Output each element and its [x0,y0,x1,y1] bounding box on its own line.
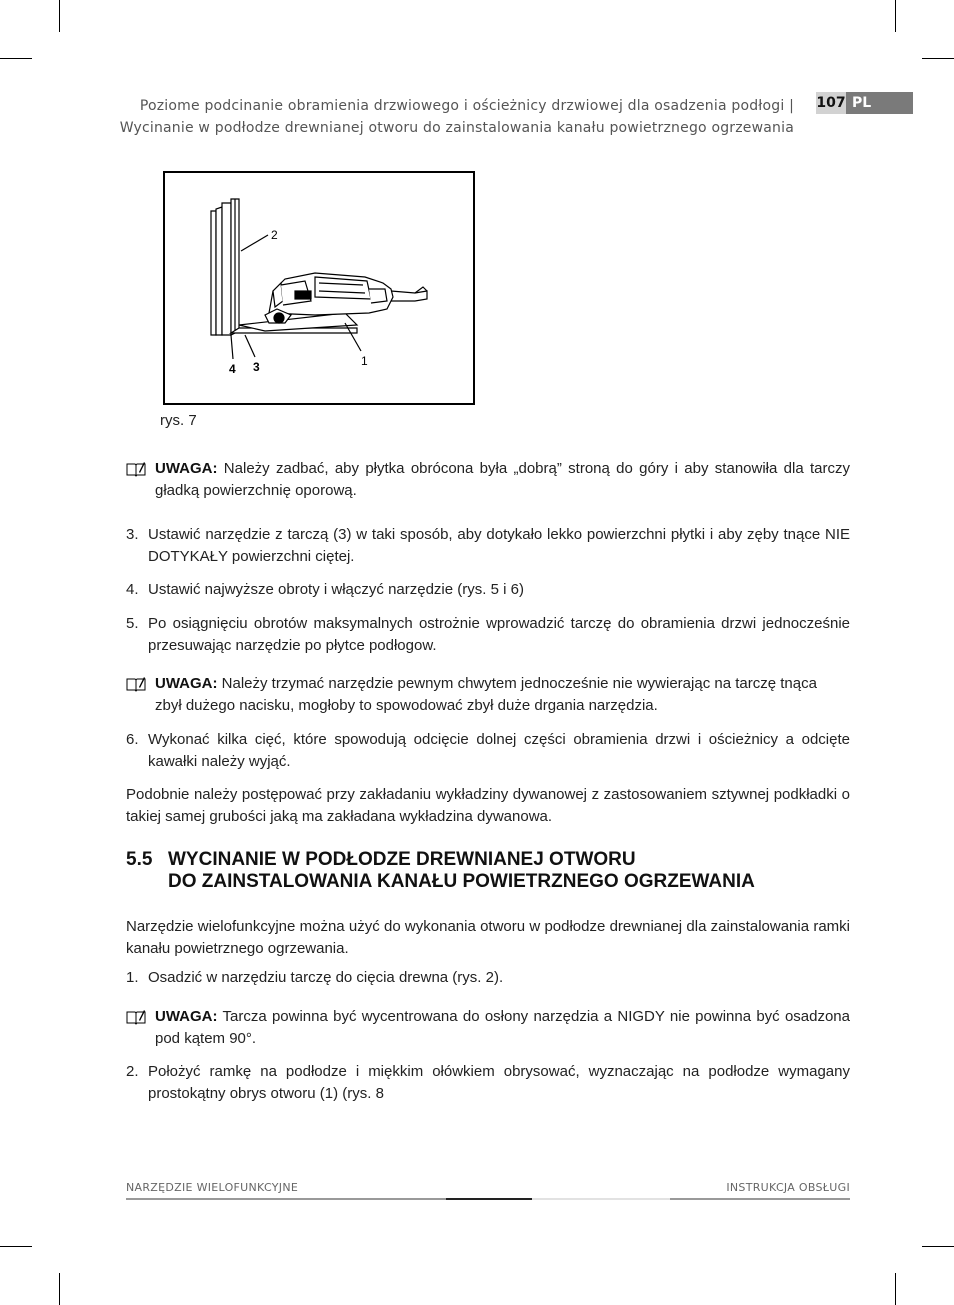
note-text: Należy zadbać, aby płytka obrócona była „dobrą” stroną do góry i aby stanowiła dla tarczy gładką powierzchnię oporową. [155,460,850,499]
item-text: Wykonać kilka cięć, które spowodują odcięcie dolnej części obramienia drzwi i ościeżnicy a odcięte kawałki należy wyjąć. [148,731,850,770]
language-tab: PL [846,92,913,114]
crop-mark [922,1246,954,1247]
list-item [126,524,850,568]
header-line-2: Wycinanie w podłodze drewnianej otworu do zainstalowania kanału powietrznego ogrzewania [119,120,794,136]
footer-left: NARZĘDZIE WIELOFUNKCYJNE [126,1181,299,1194]
note-1 [126,458,850,502]
item-text: Ustawić narzędzie z tarczą (3) w taki sposób, aby dotykało lekko powierzchni płytki i aby zęby tnące NIE DOTYKAŁY powierzchni ciętej. [148,526,850,565]
item-text: Po osiągnięciu obrotów maksymalnych ostrożnie wprowadzić tarczę do obramienia drzwi jednocześnie przesuwając narzędzie po płytce podłogow. [148,615,850,654]
section-number: 5.5 [126,849,153,870]
header-line-1: Poziome podcinanie obramienia drzwiowego i ościeżnicy drzwiowej dla osadzenia podłogi | [139,98,794,114]
callout-4: 4 [229,362,236,376]
crop-mark [59,0,60,32]
crop-mark [0,1246,32,1247]
item-number: 6. [126,731,139,748]
item-number: 4. [126,581,139,598]
multitool-drawing [165,173,473,403]
footer-right: INSTRUKCJA OBSŁUGI [726,1181,850,1194]
item-text: Położyć ramkę na podłodze i miękkim ołówkiem obrysować, wyznaczając na podłodze wymagany prostokątny obrys otworu (1) (rys. 8 [148,1063,850,1102]
callout-1: 1 [361,354,368,368]
book-icon [126,1009,146,1025]
page-number: 107 [816,92,846,114]
list-item [126,579,850,601]
section-title-line-1: WYCINANIE W PODŁODZE DREWNIANEJ OTWORU [168,849,636,870]
note-text-line-2: zbył dużego nacisku, mogłoby to spowodować zbył duże drgania narzędzia. [155,697,658,714]
crop-mark [895,1273,896,1305]
section-title-line-2: DO ZAINSTALOWANIA KANAŁU POWIETRZNEGO OGRZEWANIA [168,871,755,892]
list-item [126,1061,850,1105]
book-icon [126,676,146,692]
item-number: 5. [126,615,139,632]
callout-3: 3 [253,360,260,374]
crop-mark [895,0,896,32]
note-label: UWAGA: [155,1008,218,1025]
paragraph: Narzędzie wielofunkcyjne można użyć do wykonania otworu w podłodze drewnianej dla zainstalowania ramki kanału powietrznego ogrzewania. [126,918,850,957]
crop-mark [0,58,32,59]
footer-rule [446,1198,532,1200]
list-item [126,729,850,773]
item-number: 2. [126,1063,139,1080]
note-3 [126,1006,850,1050]
note-label: UWAGA: [155,675,218,692]
item-text: Osadzić w narzędziu tarczę do cięcia drewna (rys. 2). [148,969,504,986]
crop-mark [59,1273,60,1305]
figure-7 [163,171,475,405]
note-2 [126,673,850,717]
running-header [120,95,794,139]
item-text: Ustawić najwyższe obroty i włączyć narzędzie (rys. 5 i 6) [148,581,524,598]
paragraph: Podobnie należy postępować przy zakładaniu wykładziny dywanowej z zastosowaniem sztywnej podkładki o takiej samej grubości jaką ma zakładana wykładzina dywanowa. [126,786,850,825]
item-number: 1. [126,969,139,986]
callout-2: 2 [271,228,278,242]
list-item [126,613,850,657]
crop-mark [922,58,954,59]
footer-rule [670,1198,850,1200]
footer-rule [532,1198,670,1200]
footer-rule [126,1198,446,1200]
item-number: 3. [126,526,139,543]
note-label: UWAGA: [155,460,218,477]
book-icon [126,461,146,477]
figure-caption: rys. 7 [160,412,197,429]
note-text: Tarcza powinna być wycentrowana do osłony narzędzia a NIGDY nie powinna być osadzona pod kątem 90°. [155,1008,850,1047]
list-item [126,967,850,989]
note-text-line-1: Należy trzymać narzędzie pewnym chwytem jednocześnie nie wywierając na tarczę tnąca [217,675,817,692]
